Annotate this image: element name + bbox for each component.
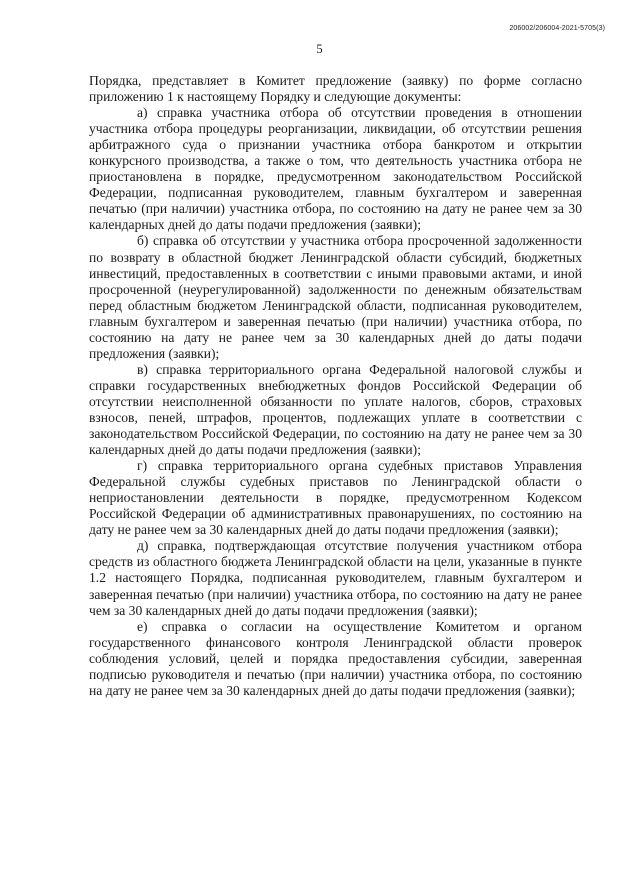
paragraph-item-v: в) справка территориального органа Федеральной налоговой службы и справки государственных внебюджетных фондов Российской Федерации об отсутствии неисполненной обязанности по уплате налогов, сборов, страховых взносов, пеней, штрафов, процентов, подлежащих уплате в соответствии с законодательством Российской Федерации, по состоянию на дату не ранее чем за 30 календарных дней до даты подачи предложения (заявки); (89, 361, 582, 458)
paragraph-item-e: е) справка о согласии на осуществление Комитетом и органом государственного финансового контроля Ленинградской области проверок соблюдения условий, целей и порядка предоставления субсидии, заверенная подписью руководителя и печатью (при наличии) участника отбора, по состоянию на дату не ранее чем за 30 календарных дней до даты подачи предложения (заявки); (89, 618, 582, 698)
paragraph-item-b: б) справка об отсутствии у участника отбора просроченной задолженности по возврату в областной бюджет Ленинградской области субсидий, бюджетных инвестиций, предоставленных в соответствии с иными правовыми актами, и иной просроченной (неурегулированной) задолженности по денежным обязательствам перед областным бюджетом Ленинградской области, подписанная руководителем, главным бухгалтером и заверенная печатью (при наличии) участника отбора, по состоянию на дату не ранее чем за 30 календарных дней до даты подачи предложения (заявки); (89, 233, 582, 361)
document-registration-number: 206002/206004-2021-5705(3) (509, 25, 605, 32)
paragraph-intro: Порядка, представляет в Комитет предложение (заявку) по форме согласно приложению 1 к настоящему Порядку и следующие документы: (89, 73, 582, 105)
document-body (89, 73, 582, 699)
paragraph-item-a: а) справка участника отбора об отсутствии проведения в отношении участника отбора процедуры реорганизации, ликвидации, об отсутствии решения арбитражного суда о признании участника отбора банкротом и открытии конкурсного производства, а также о том, что деятельность участника отбора не приостановлена в порядке, предусмотренном законодательством Российской Федерации, подписанная руководителем, главным бухгалтером и заверенная печатью (при наличии) участника отбора, по состоянию на дату не ранее чем за 30 календарных дней до даты подачи предложения (заявки); (89, 105, 582, 233)
paragraph-item-g: г) справка территориального органа судебных приставов Управления Федеральной службы судебных приставов по Ленинградской области о неприостановлении деятельности в порядке, предусмотренном Кодексом Российской Федерации об административных правонарушениях, по состоянию на дату не ранее чем за 30 календарных дней до даты подачи предложения (заявки); (89, 458, 582, 538)
paragraph-item-d: д) справка, подтверждающая отсутствие получения участником отбора средств из областного бюджета Ленинградской области на цели, указанные в пункте 1.2 настоящего Порядка, подписанная руководителем, главным бухгалтером и заверенная печатью (при наличии) участника отбора, по состоянию на дату не ранее чем за 30 календарных дней до даты подачи предложения (заявки); (89, 538, 582, 618)
page-number: 5 (316, 42, 323, 56)
